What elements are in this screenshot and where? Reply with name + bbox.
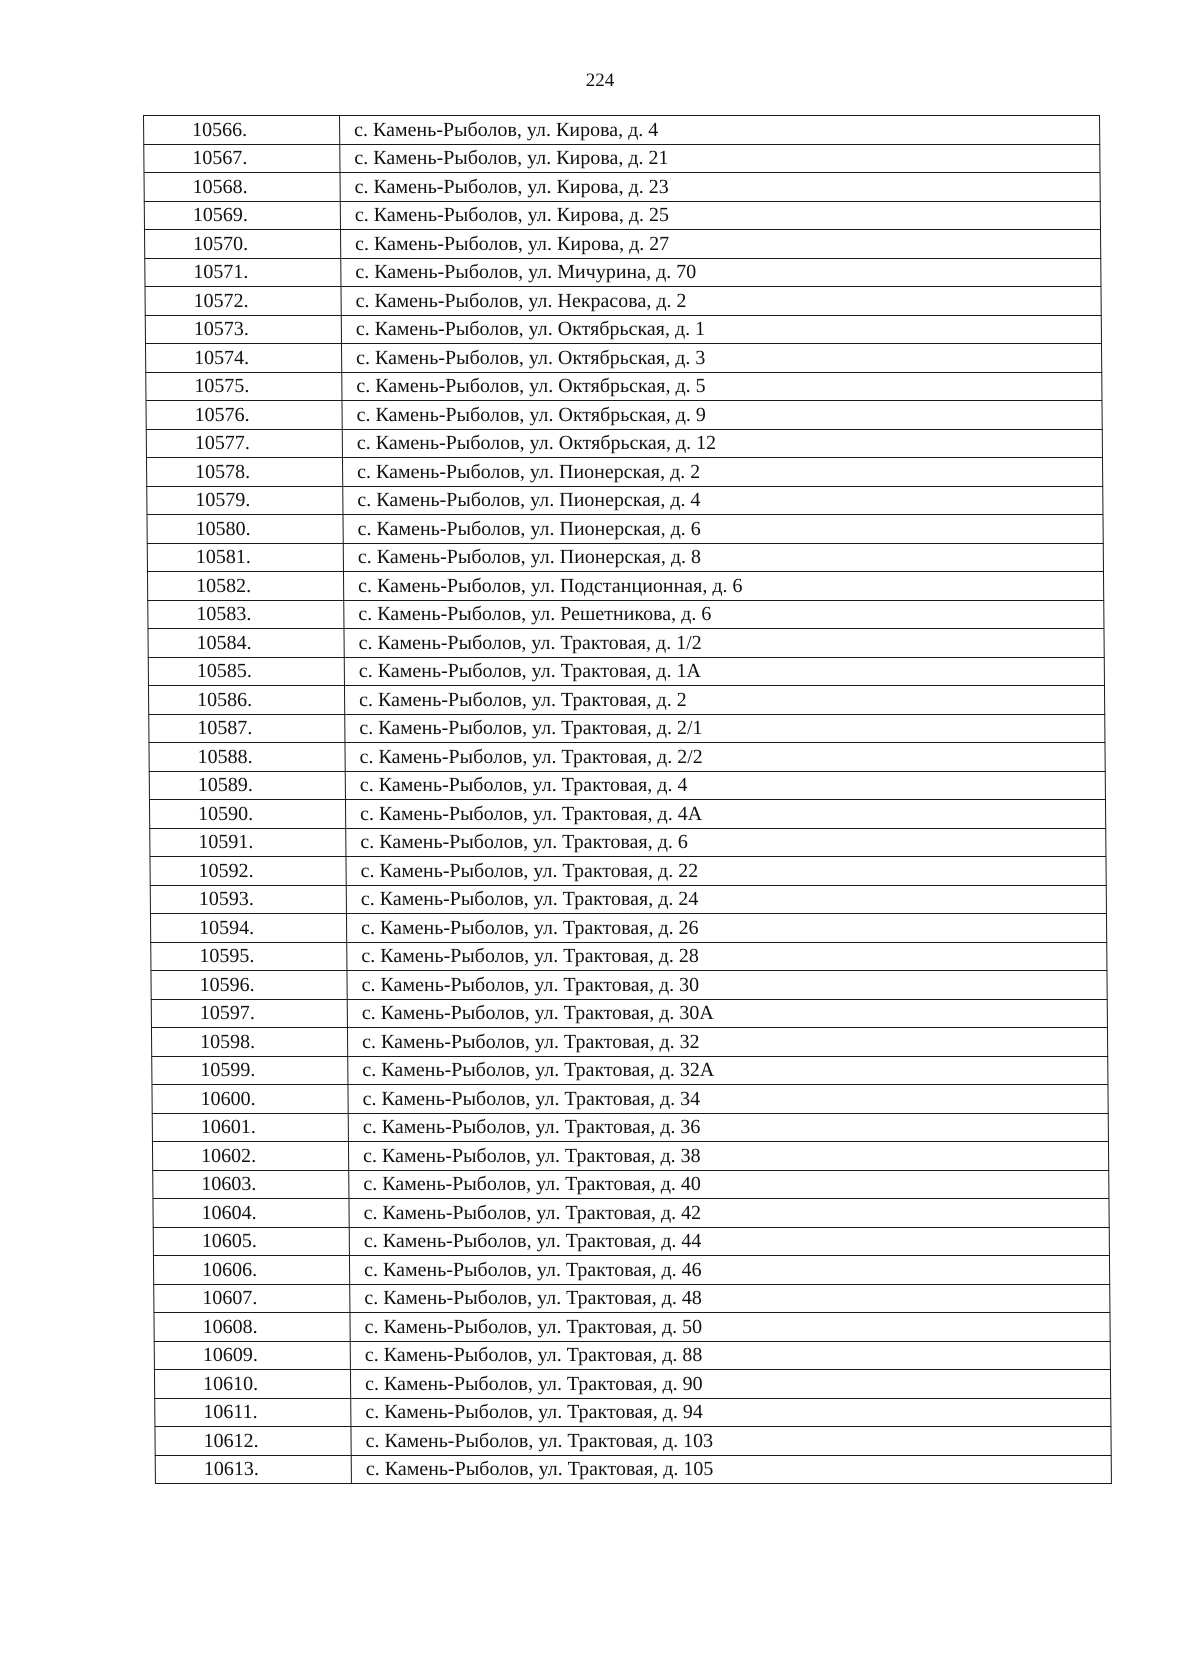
row-number-cell: 10603. [153,1170,349,1199]
row-number-cell: 10589. [149,771,345,800]
table-row [146,429,1102,458]
address-cell: с. Камень-Рыболов, ул. Трактовая, д. 88 [350,1341,1110,1370]
row-number-cell: 10592. [150,857,346,886]
address-cell: с. Камень-Рыболов, ул. Кирова, д. 27 [340,230,1100,259]
address-cell: с. Камень-Рыболов, ул. Трактовая, д. 103 [351,1427,1111,1456]
table-row [155,1455,1111,1484]
row-number-cell: 10568. [144,173,340,202]
address-cell: с. Камень-Рыболов, ул. Мичурина, д. 70 [341,258,1101,287]
table-row [145,344,1101,373]
row-number-cell: 10584. [148,629,344,658]
table-row [148,629,1104,658]
table-row [149,800,1105,829]
address-table-body [144,116,1112,1484]
row-number-cell: 10601. [152,1113,348,1142]
row-number-cell: 10582. [147,572,343,601]
address-cell: с. Камень-Рыболов, ул. Трактовая, д. 44 [349,1227,1109,1256]
table-row [152,1113,1108,1142]
table-row [147,543,1103,572]
row-number-cell: 10571. [145,258,341,287]
address-cell: с. Камень-Рыболов, ул. Трактовая, д. 32А [348,1056,1108,1085]
table-row [146,458,1102,487]
table-row [146,401,1102,430]
table-row [154,1313,1110,1342]
address-cell: с. Камень-Рыболов, ул. Трактовая, д. 26 [346,914,1106,943]
table-row [150,885,1106,914]
address-cell: с. Камень-Рыболов, ул. Решетникова, д. 6 [344,600,1104,629]
table-row [153,1227,1109,1256]
row-number-cell: 10579. [147,486,343,515]
address-cell: с. Камень-Рыболов, ул. Кирова, д. 25 [340,201,1100,230]
row-number-cell: 10597. [151,999,347,1028]
table-row [144,173,1100,202]
row-number-cell: 10572. [145,287,341,316]
address-cell: с. Камень-Рыболов, ул. Трактовая, д. 48 [350,1284,1110,1313]
row-number-cell: 10606. [153,1256,349,1285]
address-cell: с. Камень-Рыболов, ул. Кирова, д. 4 [340,116,1100,145]
row-number-cell: 10573. [145,315,341,344]
row-number-cell: 10610. [154,1370,350,1399]
row-number-cell: 10576. [146,401,342,430]
address-cell: с. Камень-Рыболов, ул. Трактовая, д. 2 [344,686,1104,715]
address-cell: с. Камень-Рыболов, ул. Октябрьская, д. 5 [342,372,1102,401]
address-cell: с. Камень-Рыболов, ул. Трактовая, д. 4 [345,771,1105,800]
address-cell: с. Камень-Рыболов, ул. Трактовая, д. 28 [347,942,1107,971]
address-cell: с. Камень-Рыболов, ул. Кирова, д. 21 [340,144,1100,173]
table-row [148,686,1104,715]
row-number-cell: 10612. [155,1427,351,1456]
row-number-cell: 10594. [150,914,346,943]
address-cell: с. Камень-Рыболов, ул. Трактовая, д. 42 [349,1199,1109,1228]
table-row [149,771,1105,800]
address-cell: с. Камень-Рыболов, ул. Некрасова, д. 2 [341,287,1101,316]
table-row [154,1341,1110,1370]
address-cell: с. Камень-Рыболов, ул. Пионерская, д. 2 [342,458,1102,487]
address-cell: с. Камень-Рыболов, ул. Трактовая, д. 34 [348,1085,1108,1114]
row-number-cell: 10590. [149,800,345,829]
row-number-cell: 10608. [154,1313,350,1342]
address-cell: с. Камень-Рыболов, ул. Трактовая, д. 2/2 [345,743,1105,772]
table-row [152,1142,1108,1171]
table-row [145,287,1101,316]
address-cell: с. Камень-Рыболов, ул. Трактовая, д. 46 [349,1256,1109,1285]
row-number-cell: 10611. [155,1398,351,1427]
row-number-cell: 10613. [155,1455,351,1484]
row-number-cell: 10599. [152,1056,348,1085]
row-number-cell: 10578. [146,458,342,487]
table-row [149,743,1105,772]
address-cell: с. Камень-Рыболов, ул. Трактовая, д. 90 [350,1370,1110,1399]
table-row [154,1370,1110,1399]
row-number-cell: 10591. [150,828,346,857]
table-row [153,1170,1109,1199]
address-cell: с. Камень-Рыболов, ул. Трактовая, д. 1/2 [344,629,1104,658]
row-number-cell: 10574. [145,344,341,373]
address-cell: с. Камень-Рыболов, ул. Трактовая, д. 2/1 [345,714,1105,743]
row-number-cell: 10593. [150,885,346,914]
table-row [155,1427,1111,1456]
row-number-cell: 10598. [151,1028,347,1057]
table-row [155,1398,1111,1427]
address-cell: с. Камень-Рыболов, ул. Трактовая, д. 30А [347,999,1107,1028]
address-cell: с. Камень-Рыболов, ул. Пионерская, д. 8 [343,543,1103,572]
table-row [147,486,1103,515]
table-row [151,971,1107,1000]
row-number-cell: 10596. [151,971,347,1000]
row-number-cell: 10575. [146,372,342,401]
table-row [144,230,1100,259]
table-row [148,600,1104,629]
address-cell: с. Камень-Рыболов, ул. Трактовая, д. 105 [351,1455,1111,1484]
address-cell: с. Камень-Рыболов, ул. Трактовая, д. 30 [347,971,1107,1000]
row-number-cell: 10586. [148,686,344,715]
address-cell: с. Камень-Рыболов, ул. Трактовая, д. 24 [346,885,1106,914]
table-row [150,857,1106,886]
table-row [151,999,1107,1028]
address-cell: с. Камень-Рыболов, ул. Трактовая, д. 94 [351,1398,1111,1427]
table-row [151,1028,1107,1057]
table-row [153,1256,1109,1285]
table-row [152,1085,1108,1114]
address-cell: с. Камень-Рыболов, ул. Трактовая, д. 4А [345,800,1105,829]
address-cell: с. Камень-Рыболов, ул. Пионерская, д. 6 [343,515,1103,544]
table-row [144,201,1100,230]
row-number-cell: 10609. [154,1341,350,1370]
address-cell: с. Камень-Рыболов, ул. Трактовая, д. 1А [344,657,1104,686]
address-cell: с. Камень-Рыболов, ул. Трактовая, д. 22 [346,857,1106,886]
page-number: 224 [585,70,615,91]
address-cell: с. Камень-Рыболов, ул. Трактовая, д. 32 [347,1028,1107,1057]
table-row [152,1056,1108,1085]
row-number-cell: 10581. [147,543,343,572]
row-number-cell: 10585. [148,657,344,686]
row-number-cell: 10570. [144,230,340,259]
address-cell: с. Камень-Рыболов, ул. Подстанционная, д. 6 [343,572,1103,601]
table-row [153,1199,1109,1228]
row-number-cell: 10577. [146,429,342,458]
row-number-cell: 10566. [144,116,340,145]
address-cell: с. Камень-Рыболов, ул. Октябрьская, д. 12 [342,429,1102,458]
address-cell: с. Камень-Рыболов, ул. Трактовая, д. 6 [346,828,1106,857]
address-cell: с. Камень-Рыболов, ул. Трактовая, д. 40 [349,1170,1109,1199]
row-number-cell: 10583. [148,600,344,629]
row-number-cell: 10595. [151,942,347,971]
row-number-cell: 10569. [144,201,340,230]
address-cell: с. Камень-Рыболов, ул. Трактовая, д. 50 [350,1313,1110,1342]
table-row [148,657,1104,686]
address-cell: с. Камень-Рыболов, ул. Трактовая, д. 36 [348,1113,1108,1142]
address-cell: с. Камень-Рыболов, ул. Трактовая, д. 38 [348,1142,1108,1171]
row-number-cell: 10600. [152,1085,348,1114]
row-number-cell: 10587. [149,714,345,743]
table-row [150,914,1106,943]
table-row [147,515,1103,544]
address-cell: с. Камень-Рыболов, ул. Кирова, д. 23 [340,173,1100,202]
address-cell: с. Камень-Рыболов, ул. Пионерская, д. 4 [343,486,1103,515]
address-cell: с. Камень-Рыболов, ул. Октябрьская, д. 3 [341,344,1101,373]
table-row [149,714,1105,743]
row-number-cell: 10605. [153,1227,349,1256]
row-number-cell: 10602. [152,1142,348,1171]
table-row [151,942,1107,971]
row-number-cell: 10567. [144,144,340,173]
table-row [150,828,1106,857]
row-number-cell: 10588. [149,743,345,772]
table-row [154,1284,1110,1313]
row-number-cell: 10604. [153,1199,349,1228]
address-cell: с. Камень-Рыболов, ул. Октябрьская, д. 9 [342,401,1102,430]
table-row [145,315,1101,344]
table-row [146,372,1102,401]
table-row [144,116,1100,145]
row-number-cell: 10580. [147,515,343,544]
address-cell: с. Камень-Рыболов, ул. Октябрьская, д. 1 [341,315,1101,344]
row-number-cell: 10607. [154,1284,350,1313]
table-row [144,144,1100,173]
table-row [147,572,1103,601]
table-row [145,258,1101,287]
address-table [143,115,1112,1484]
